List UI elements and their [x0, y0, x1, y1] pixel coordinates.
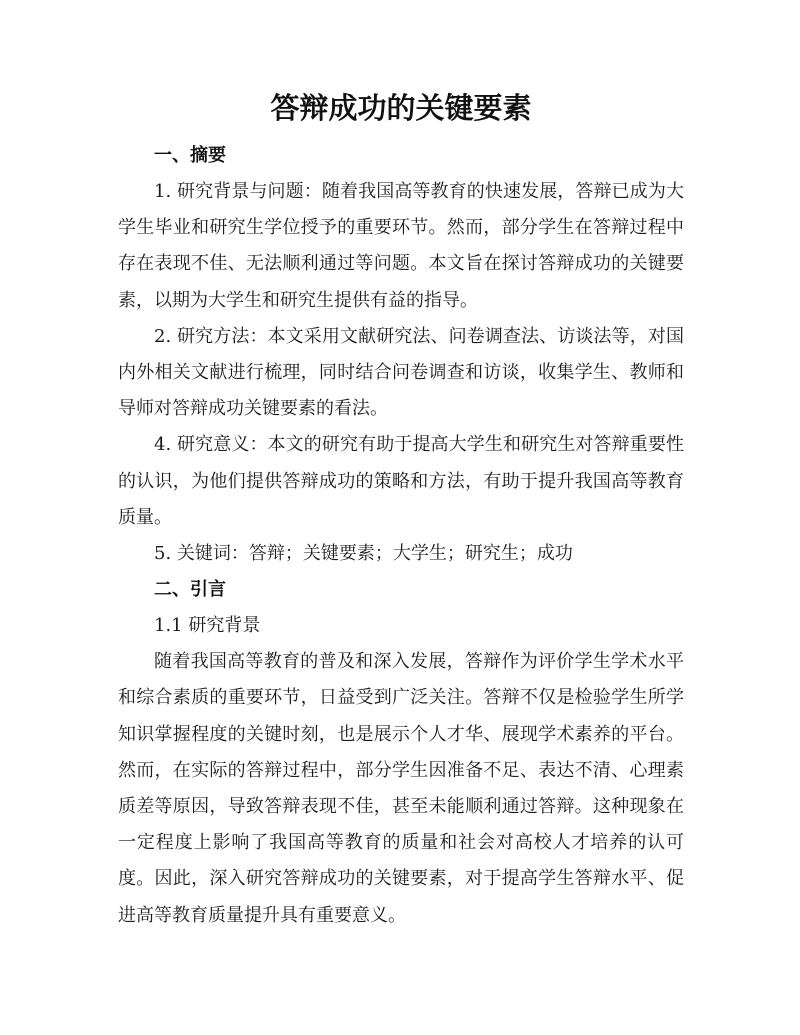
section-heading-abstract: 一、摘要 — [154, 145, 226, 166]
abstract-item-keywords: 5. 关键词：答辩；关键要素；大学生；研究生；成功 — [154, 543, 573, 565]
abstract-item-significance: 4. 研究意义：本文的研究有助于提高大学生和研究生对答辩重要性的认识，为他们提供答辩成功的策略和方法，有助于提升我国高等教育质量。 — [118, 434, 684, 528]
subsection-heading-background: 1.1 研究背景 — [154, 615, 261, 637]
document-page — [118, 88, 684, 934]
abstract-item-background: 1. 研究背景与问题：随着我国高等教育的快速发展，答辩已成为大学生毕业和研究生学位授予的重要环节。然而，部分学生在答辩过程中存在表现不佳、无法顺利通过等问题。本文旨在探讨答辩成功的关键要素，以期为大学生和研究生提供有益的指导。 — [118, 181, 684, 311]
section-heading-introduction: 二、引言 — [154, 579, 226, 601]
introduction-paragraph: 随着我国高等教育的普及和深入发展，答辩作为评价学生学术水平和综合素质的重要环节，日益受到广泛关注。答辩不仅是检验学生所学知识掌握程度的关键时刻，也是展示个人才华、展现学术素养的平台。然而，在实际的答辩过程中，部分学生因准备不足、表达不清、心理素质差等原因，导致答辩表现不佳，甚至未能顺利通过答辩。这种现象在一定程度上影响了我国高等教育的质量和社会对高校人才培养的认可度。因此，深入研究答辩成功的关键要素，对于提高学生答辩水平、促进高等教育质量提升具有重要意义。 — [118, 651, 684, 926]
document-title: 答辩成功的关键要素 — [270, 91, 532, 125]
abstract-item-methods: 2. 研究方法：本文采用文献研究法、问卷调查法、访谈法等，对国内外相关文献进行梳理，同时结合问卷调查和访谈，收集学生、教师和导师对答辩成功关键要素的看法。 — [118, 325, 684, 420]
